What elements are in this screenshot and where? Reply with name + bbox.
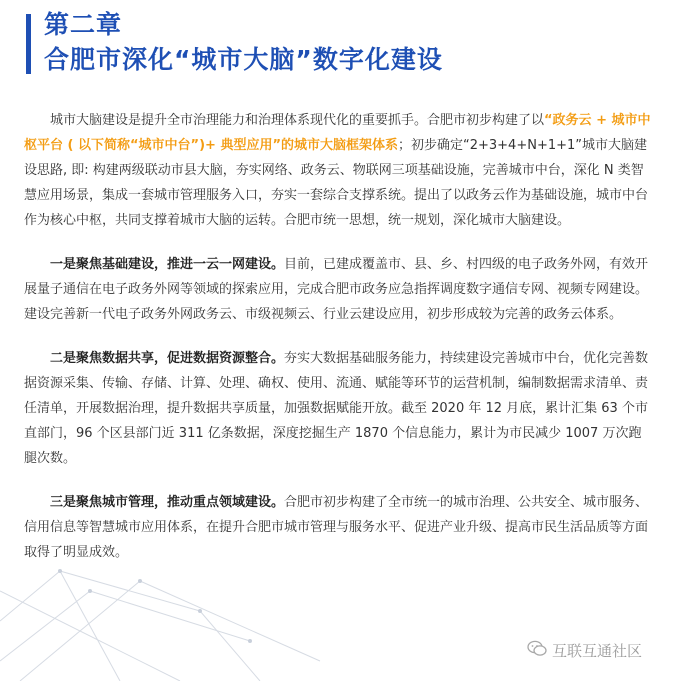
- intro-paragraph: 城市大脑建设是提升全市治理能力和治理体系现代化的重要抓手。合肥市初步构建了以“政务云 + 城市中枢平台 ( 以下简称“城市中台”)+ 典型应用”的城市大脑框架体系；初步确定“2+3+4+N+1+1”城市大脑建设思路, 即: 构建两级联动市县大脑，夯实网络、政务云、物联网三项基础设施，完善城市中台，深化 N 类智慧应用场景，集成一套城市管理服务入口，夯实一套综合支撑系统。提出了以政务云作为基础设施，城市中台作为核心中枢，共同支撑着城市大脑的运转。合肥市统一思想，统一规划，深化城市大脑建设。: [24, 113, 651, 228]
- title-accent-bar: [26, 14, 31, 74]
- watermark: [527, 640, 642, 661]
- article-body: [24, 108, 654, 584]
- chapter-label: 第二章: [44, 10, 123, 39]
- paragraph-lead: 二是聚焦数据共享，促进数据资源整合。: [50, 351, 285, 366]
- watermark-text: 互联互通社区: [552, 642, 643, 660]
- paragraph-lead: 三是聚焦城市管理，推动重点领域建设。: [50, 495, 285, 510]
- paragraph-lead: 一是聚焦基础建设，推进一云一网建设。: [50, 257, 285, 272]
- page-title: 合肥市深化“城市大脑”数字化建设: [44, 45, 443, 74]
- paragraph-city-management: 三是聚焦城市管理，推动重点领域建设。合肥市初步构建了全市统一的城市治理、公共安全、城市服务、信用信息等智慧城市应用体系，在提升合肥市城市管理与服务水平、促进产业升级、提高市民生活品质等方面取得了明显成效。: [24, 495, 649, 560]
- paragraph-infrastructure: 一是聚焦基础建设，推进一云一网建设。目前，已建成覆盖市、县、乡、村四级的电子政务外网，有效开展量子通信在电子政务外网等领域的探索应用，完成合肥市政务应急指挥调度数字通信专网、视频专网建设。建设完善新一代电子政务外网政务云、市级视频云、行业云建设应用，初步形成较为完善的政务云体系。: [24, 257, 649, 322]
- highlight-framework: “政务云 + 城市中枢平台 ( 以下简称“城市中台”)+ 典型应用”的城市大脑框架体系: [24, 113, 651, 153]
- wechat-icon: [527, 640, 547, 661]
- paragraph-data-sharing: 二是聚焦数据共享，促进数据资源整合。夯实大数据基础服务能力，持续建设完善城市中台，优化完善数据资源采集、传输、存储、计算、处理、确权、使用、流通、赋能等环节的运营机制，编制数据需求清单、责任清单，开展数据治理，提升数据共享质量，加强数据赋能开放。截至 2020 年 12 月底，累计汇集 63 个市直部门，96 个区县部门近 311 亿条数据，深度挖掘生产 1870 个信息能力，累计为市民减少 1007 万次跑腿次数。: [24, 351, 649, 466]
